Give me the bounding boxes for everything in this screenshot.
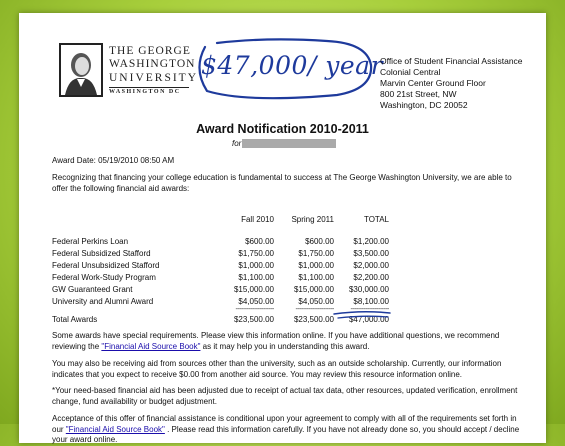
award-total: $3,500.00 — [353, 249, 389, 258]
handwritten-amount: $47,000/ year — [201, 51, 384, 80]
office-line: Washington, DC 20052 — [380, 100, 468, 110]
requirements-paragraph — [52, 331, 522, 352]
total-spring: $23,500.00 — [293, 315, 334, 324]
award-letter-page — [19, 13, 546, 443]
underline-annotation — [332, 293, 394, 323]
outside-aid-paragraph: You may also be receiving aid from sources other than the university, such as an outside scholarship. Currently, our information indicates that you expect to receive $0.00 from another aid source. You may review this resource information online. — [52, 359, 502, 379]
award-label: Federal Work-Study Program — [52, 273, 156, 282]
total-total: $47,000.00 — [348, 315, 389, 324]
award-spring: $1,100.00 — [298, 273, 334, 282]
requirements-text-end: as it may help you in understanding this award. — [200, 341, 370, 351]
award-total: $2,000.00 — [353, 261, 389, 270]
award-date: Award Date: 05/19/2010 08:50 AM — [52, 156, 175, 165]
logo-text-line4: WASHINGTON DC — [109, 89, 181, 95]
office-line: Office of Student Financial Assistance — [380, 56, 523, 66]
intro-paragraph: Recognizing that financing your college education is fundamental to success at The George Washington University, we are able to offer the following financial aid awards: — [52, 173, 512, 193]
award-total: $1,200.00 — [353, 237, 389, 246]
award-spring: $600.00 — [305, 237, 334, 246]
total-awards-label: Total Awards — [52, 315, 98, 324]
requirements-text: Some awards have special requirements. Please view this information online. If you have additional questions, we recommend reviewing the — [52, 331, 500, 351]
award-fall: $4,050.00 — [238, 297, 274, 306]
acceptance-text-end: . Please read this information carefully. If you have not already done so, you should accept / decline your award online. — [52, 424, 520, 444]
award-total: $30,000.00 — [348, 285, 389, 294]
award-spring: $1,750.00 — [298, 249, 334, 258]
award-fall: $1,000.00 — [238, 261, 274, 270]
header-fall: Fall 2010 — [241, 215, 274, 224]
separator-total: --------------------- — [350, 306, 389, 313]
office-address — [380, 56, 523, 111]
handwritten-annotation — [187, 35, 384, 103]
award-label: University and Alumni Award — [52, 297, 154, 306]
award-fall: $1,750.00 — [238, 249, 274, 258]
total-fall: $23,500.00 — [233, 315, 274, 324]
award-fall: $15,000.00 — [233, 285, 274, 294]
award-label: Federal Perkins Loan — [52, 237, 129, 246]
separator-fall: --------------------- — [235, 306, 274, 313]
page-title: Award Notification 2010-2011 — [196, 122, 369, 136]
separator-spring: --------------------- — [295, 306, 334, 313]
redacted-name — [242, 139, 336, 148]
award-fall: $600.00 — [245, 237, 274, 246]
logo-text-line2: WASHINGTON — [109, 58, 196, 70]
award-spring: $4,050.00 — [298, 297, 334, 306]
washington-portrait-icon — [59, 43, 103, 97]
for-label: for — [232, 139, 242, 148]
gwu-logo — [59, 43, 198, 99]
office-line: Marvin Center Ground Floor — [380, 78, 486, 88]
award-spring: $15,000.00 — [293, 285, 334, 294]
award-label: Federal Unsubsidized Stafford — [52, 261, 160, 270]
office-line: 800 21st Street, NW — [380, 89, 457, 99]
adjustment-paragraph: *Your need-based financial aid has been adjusted due to receipt of actual tax data, other resources, updated verification, enrollment change, fund availability or budget adjustment. — [52, 386, 518, 406]
acceptance-text: Acceptance of this offer of financial assistance is conditional upon your agreement to comply with all of the requirements set forth in our — [52, 414, 517, 434]
logo-text-line3: UNIVERSITY — [109, 72, 198, 84]
header-spring: Spring 2011 — [291, 215, 334, 224]
award-spring: $1,000.00 — [298, 261, 334, 270]
source-book-link[interactable]: "Financial Aid Source Book" — [101, 341, 201, 351]
award-label: Federal Subsidized Stafford — [52, 249, 151, 258]
award-total: $2,200.00 — [353, 273, 389, 282]
award-total: $8,100.00 — [353, 297, 389, 306]
header-total: TOTAL — [363, 215, 389, 224]
source-book-link-2[interactable]: "Financial Aid Source Book" — [65, 424, 165, 434]
logo-text-line1: THE GEORGE — [109, 45, 191, 57]
award-label: GW Guaranteed Grant — [52, 285, 133, 294]
office-line: Colonial Central — [380, 67, 441, 77]
logo-divider — [109, 87, 189, 88]
award-fall: $1,100.00 — [238, 273, 274, 282]
acceptance-paragraph — [52, 414, 522, 446]
